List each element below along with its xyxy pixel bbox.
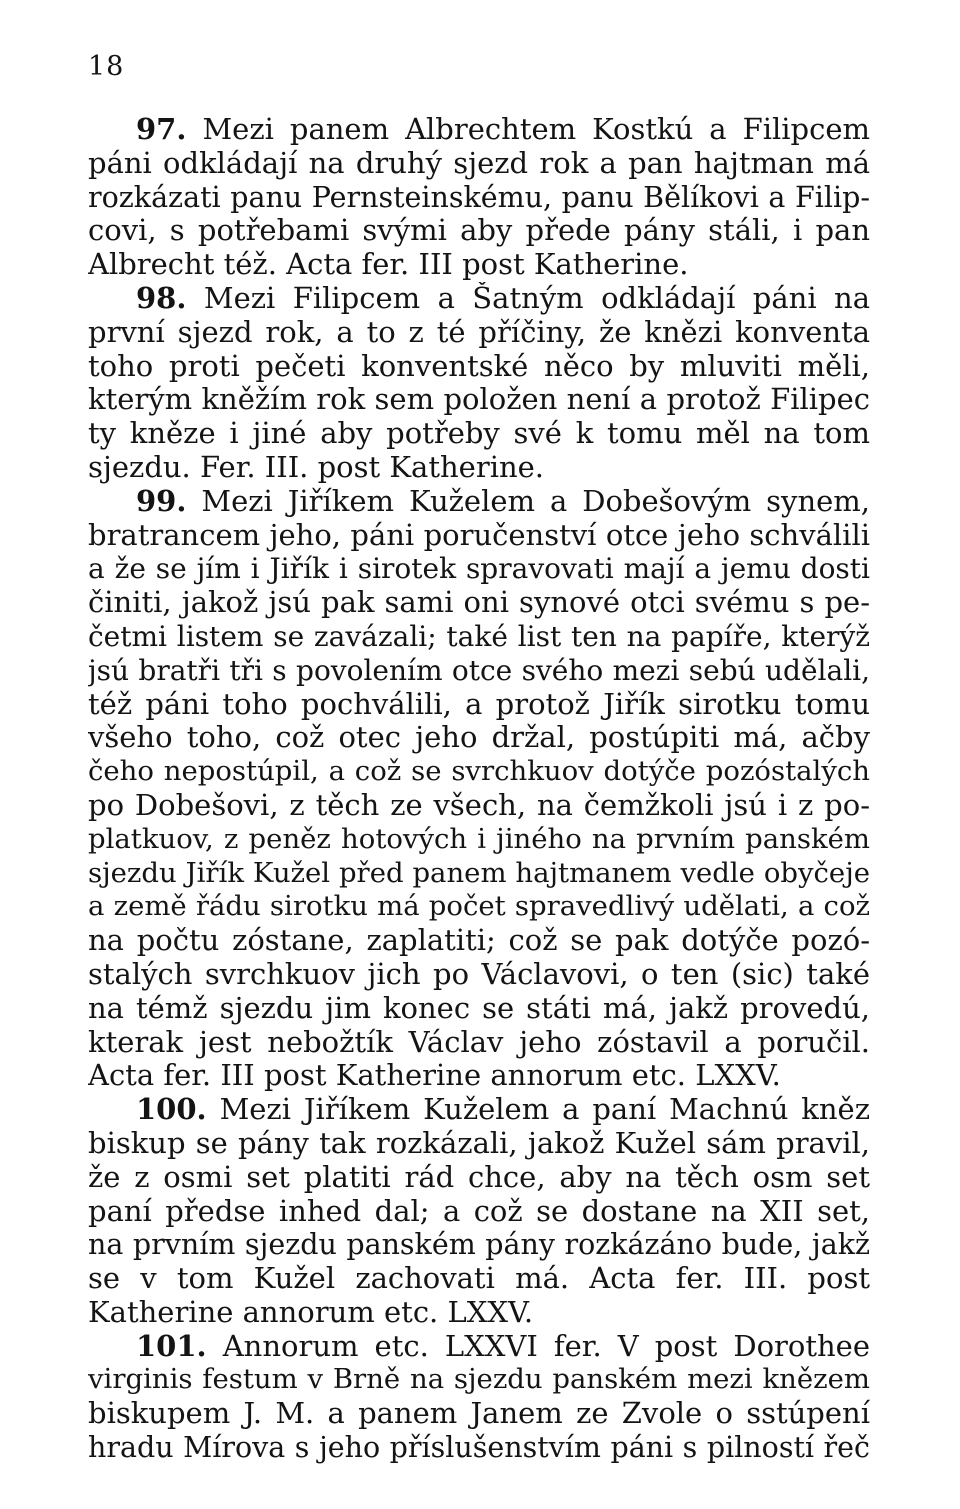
paragraph-99-line: sjezdu Jiřík Kužel před panem hajtmanem vedle obyčeje [88,856,870,889]
entry-number: 97. [136,113,187,146]
entry-text: Mezi Filipcem a Šatným odkládají páni na [203,281,870,315]
paragraph-98-line: toho proti pečeti konventské něco by mluviti měli, [88,349,870,383]
paragraph-100-line: biskup se pány tak rozkázali, jakož Kužel sám pravil, [88,1126,870,1160]
text-body [88,113,870,1465]
paragraph-99-line: všeho toho, což otec jeho držal, postúpiti má, ačby [88,721,870,755]
paragraph-99-line: též páni toho pochválili, a protož Jiřík sirotku tomu [88,687,870,721]
paragraph-100-line: se v tom Kužel zachovati má. Acta fer. III. post [88,1262,870,1296]
paragraph-99-line [88,485,870,519]
paragraph-99-line: stalých svrchkuov jich po Václavovi, o ten (sic) také [88,957,870,991]
paragraph-100-line: že z osmi set platiti rád chce, aby na těch osm set [88,1160,870,1194]
paragraph-99-line: Acta fer. III post Katherine annorum etc. LXXV. [88,1059,781,1093]
paragraph-97-line [88,113,870,147]
paragraph-99-line: čeho nepostúpil, a což se svrchkuov dotýče pozóstalých [88,755,870,788]
paragraph-99-line: činiti, jakož jsú pak sami oni synové otci svému s pe- [88,586,870,620]
paragraph-98-line [88,282,870,316]
paragraph-99-line: platkuov, z peněz hotových i jiného na prvním panském [88,822,870,855]
paragraph-100-line [88,1093,870,1127]
paragraph-97-line: covi, s potřebami svými aby přede pány stáli, i pan [88,214,870,248]
paragraph-101-line [88,1330,870,1364]
paragraph-98-line: ty kněze i jiné aby potřeby své k tomu měl na tom [88,417,870,451]
paragraph-99-line: na počtu zóstane, zaplatiti; což se pak dotýče pozó- [88,924,870,958]
entry-number: 99. [136,484,187,518]
page-number: 18 [88,51,125,82]
paragraph-99-line: jsú bratři tři s povolením otce svého mezi sebú udělali, [88,653,870,687]
paragraph-99-line: četmi listem se zavázali; také list ten na papíře, kterýž [88,619,870,653]
paragraph-99-line: bratrancem jeho, páni poručenství otce jeho schválili [88,518,870,552]
paragraph-101-line: biskupem J. M. a panem Janem ze Zvole o sstúpení [88,1397,870,1431]
paragraph-98-line: kterým kněžím rok sem položen není a protož Filipec [88,383,870,417]
paragraph-100-line: paní předse inhed dal; a což se dostane na XII set, [88,1194,870,1228]
entry-number: 101. [136,1329,207,1363]
paragraph-97-line: Albrecht též. Acta fer. III post Katherine. [88,248,689,282]
paragraph-99-line: a že se jím i Jiřík i sirotek spravovati mají a jemu dosti [88,552,870,586]
paragraph-97-line: páni odkládají na druhý sjezd rok a pan hajtman má [88,146,870,180]
paragraph-100-line: Katherine annorum etc. LXXV. [88,1295,534,1329]
entry-number: 98. [136,281,187,315]
paragraph-97-line: rozkázati panu Pernsteinskému, panu Bělíkovi a Filip- [88,180,870,214]
paragraph-99-line: kterak jest nebožtík Václav jeho zóstavil a poručil. [88,1025,870,1059]
paragraph-99-line: na témž sjezdu jim konec se státi má, jakž provedú, [88,991,870,1025]
entry-text: Mezi panem Albrechtem Kostkú a Filipcem [202,113,870,146]
entry-text: Mezi Jiříkem Kuželem a paní Machnú kněz [219,1093,870,1127]
paragraph-99-line: a země řádu sirotku má počet spravedlivý udělati, a což [88,890,870,923]
paragraph-101-line: virginis festum v Brně na sjezdu panském mezi knězem [88,1363,870,1396]
entry-text: Mezi Jiříkem Kuželem a Dobešovým synem, [201,484,870,518]
entry-text: Annorum etc. LXXVI fer. V post Dorothee [222,1329,870,1363]
paragraph-98-line: první sjezd rok, a to z té příčiny, že knězi konventa [88,315,870,349]
paragraph-101-line: hradu Mírova s jeho příslušenstvím páni s pilností řeč [88,1431,870,1465]
paragraph-99-line: po Dobešovi, z těch ze všech, na čemžkoli jsú i z po- [88,788,870,822]
paragraph-100-line: na prvním sjezdu panském pány rozkázáno bude, jakž [88,1228,870,1262]
paragraph-98-line: sjezdu. Fer. III. post Katherine. [88,450,545,484]
entry-number: 100. [136,1093,207,1127]
